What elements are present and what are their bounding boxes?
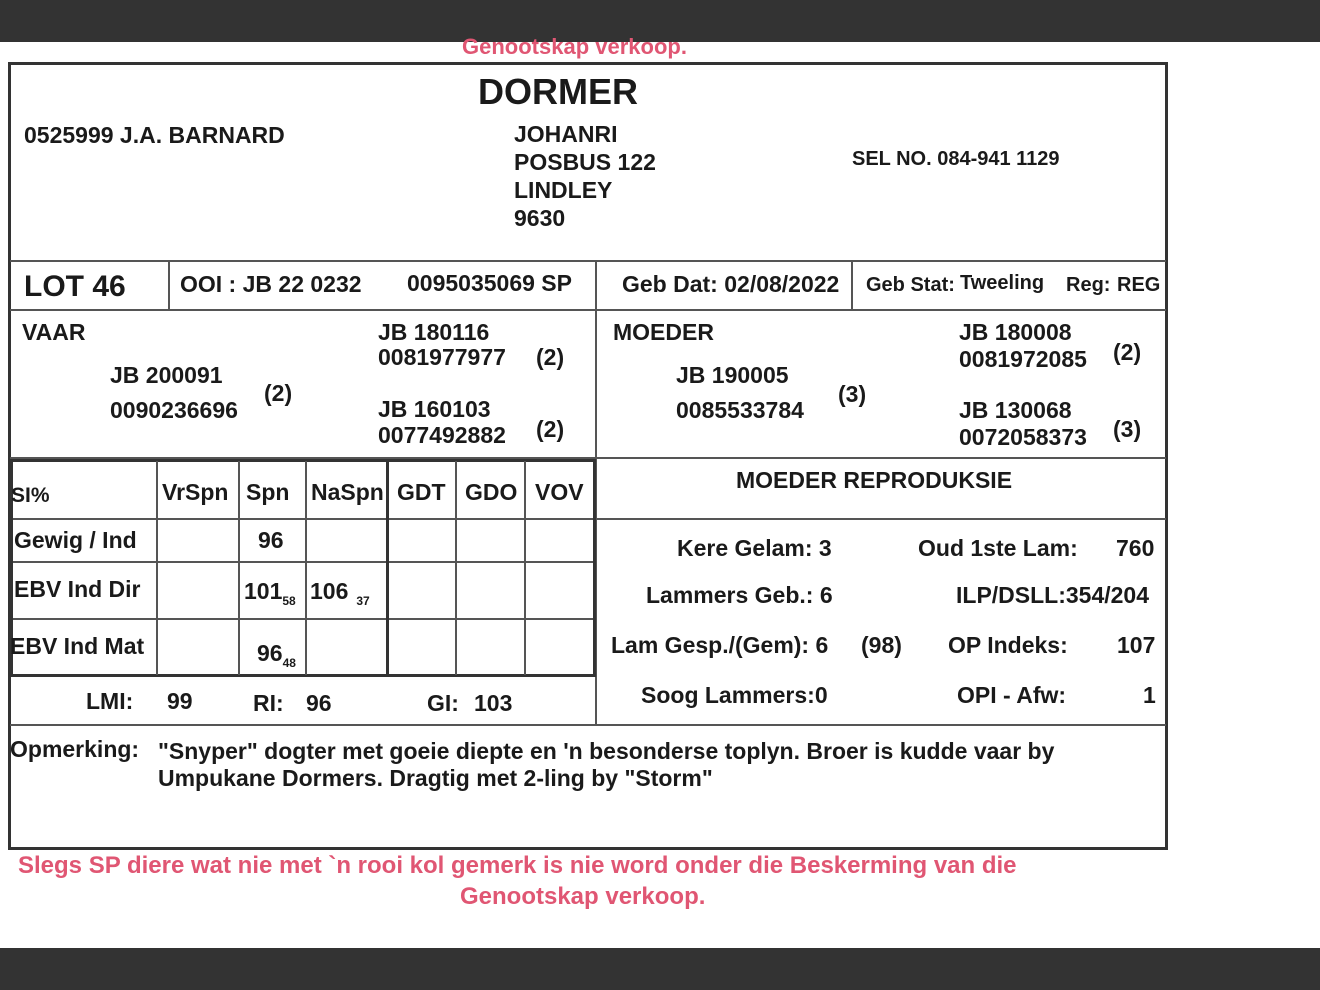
dam-number: 0085533784 — [676, 397, 804, 423]
paternal-granddam-grade: (2) — [536, 416, 565, 442]
divider — [851, 261, 853, 309]
dam-grade: (3) — [838, 381, 867, 407]
accuracy-value: 37 — [356, 594, 370, 608]
address-line: 9630 — [514, 205, 566, 231]
footer-note: Genootskap verkoop. — [460, 883, 706, 910]
divider — [168, 261, 170, 309]
divider — [238, 461, 240, 675]
opi-deviation-label: OPI - Afw: — [957, 682, 1067, 708]
paternal-grandsire-id: JB 180116 — [378, 319, 490, 345]
op-index-value: 107 — [1117, 632, 1156, 658]
times-lambed: Kere Gelam: 3 — [677, 535, 832, 561]
address-line: LINDLEY — [514, 177, 613, 203]
divider — [524, 461, 526, 675]
ri-value: 96 — [306, 690, 332, 716]
divider — [10, 459, 595, 462]
cell-value: 96 — [257, 640, 283, 666]
row-label: Gewig / Ind — [14, 527, 137, 553]
address-line: POSBUS 122 — [514, 149, 656, 175]
paternal-granddam-id: JB 160103 — [378, 396, 491, 422]
table-header: SI% — [11, 484, 50, 507]
maternal-grandsire-grade: (2) — [1113, 339, 1142, 365]
divider — [10, 260, 1166, 262]
ewe-id: OOI : JB 22 0232 — [180, 271, 362, 297]
sire-id: JB 200091 — [110, 362, 223, 388]
sire-heading: VAAR — [22, 319, 86, 345]
repro-title: MOEDER REPRODUKSIE — [736, 467, 1013, 493]
maternal-granddam-number: 0072058373 — [959, 424, 1087, 450]
remark-text: "Snyper" dogter met goeie diepte en 'n besonderse toplyn. Broer is kudde vaar by — [158, 738, 1055, 764]
divider — [305, 461, 307, 675]
sire-grade: (2) — [264, 380, 293, 406]
cell-value: 106 — [310, 578, 349, 604]
remark-label: Opmerking: — [10, 736, 140, 762]
remark-text: Umpukane Dormers. Dragtig met 2-ling by "Storm" — [158, 765, 713, 791]
birth-date: Geb Dat: 02/08/2022 — [622, 271, 840, 297]
table-header: NaSpn — [311, 479, 384, 505]
accuracy-value: 48 — [282, 656, 296, 670]
birth-status-label: Geb Stat: — [866, 274, 955, 296]
suckling-lambs: Soog Lammers:0 — [641, 682, 828, 708]
table-cell — [310, 578, 370, 608]
ilp-dsll: ILP/DSLL:354/204 — [956, 582, 1150, 608]
breed-title: DORMER — [478, 71, 638, 112]
ewe-registration: 0095035069 SP — [407, 270, 572, 296]
table-header: GDO — [465, 479, 518, 505]
divider — [386, 461, 389, 675]
gi-value: 103 — [474, 690, 513, 716]
table-header: Spn — [246, 479, 290, 505]
age-first-lamb-label: Oud 1ste Lam: — [918, 535, 1078, 561]
paternal-granddam-number: 0077492882 — [378, 422, 506, 448]
paternal-grandsire-grade: (2) — [536, 344, 565, 370]
reg-value: REG — [1117, 274, 1161, 296]
age-first-lamb-value: 760 — [1116, 535, 1155, 561]
phone-number: SEL NO. 084-941 1129 — [852, 148, 1060, 170]
cell-value: 96 — [258, 527, 284, 553]
divider — [10, 309, 1166, 311]
maternal-granddam-grade: (3) — [1113, 416, 1142, 442]
lot-number: LOT 46 — [24, 270, 126, 303]
divider — [455, 461, 457, 675]
cell-value: 101 — [244, 578, 283, 604]
maternal-grandsire-id: JB 180008 — [959, 319, 1072, 345]
table-header: VOV — [535, 479, 584, 505]
sire-number: 0090236696 — [110, 397, 238, 423]
divider — [10, 674, 595, 677]
gi-label: GI: — [427, 690, 459, 716]
lmi-label: LMI: — [86, 688, 134, 714]
divider — [10, 518, 595, 520]
divider — [597, 518, 1166, 520]
ri-label: RI: — [253, 690, 284, 716]
table-cell — [257, 640, 296, 670]
table-header: GDT — [397, 479, 446, 505]
divider — [593, 459, 596, 677]
divider — [10, 724, 1166, 726]
divider — [156, 461, 158, 675]
table-cell — [244, 578, 296, 608]
dam-heading: MOEDER — [613, 319, 714, 345]
paternal-grandsire-number: 0081977977 — [378, 344, 506, 370]
breeder-name: 0525999 J.A. BARNARD — [24, 122, 285, 148]
opi-deviation-value: 1 — [1143, 682, 1156, 708]
divider — [10, 561, 595, 563]
lambs-weaned-average: (98) — [861, 632, 902, 658]
maternal-grandsire-number: 0081972085 — [959, 346, 1087, 372]
op-index-label: OP Indeks: — [948, 632, 1068, 658]
birth-status-value: Tweeling — [960, 272, 1045, 294]
reg-label: Reg: — [1066, 274, 1111, 296]
lambs-weaned: Lam Gesp./(Gem): 6 — [611, 632, 829, 658]
row-label: EBV Ind Dir — [14, 576, 141, 602]
table-cell — [258, 527, 284, 553]
dam-id: JB 190005 — [676, 362, 789, 388]
lambs-born: Lammers Geb.: 6 — [646, 582, 833, 608]
row-label: EBV Ind Mat — [10, 633, 145, 659]
clipped-heading: Genootskap verkoop. — [462, 34, 687, 59]
maternal-granddam-id: JB 130068 — [959, 397, 1072, 423]
bottom-dark-bar — [0, 948, 1320, 990]
accuracy-value: 58 — [282, 594, 296, 608]
lmi-value: 99 — [167, 688, 193, 714]
footer-note: Slegs SP diere wat nie met `n rooi kol gemerk is nie word onder die Beskerming van die — [18, 852, 1017, 879]
address-line: JOHANRI — [514, 121, 618, 147]
divider — [10, 618, 595, 620]
table-header: VrSpn — [162, 479, 229, 505]
